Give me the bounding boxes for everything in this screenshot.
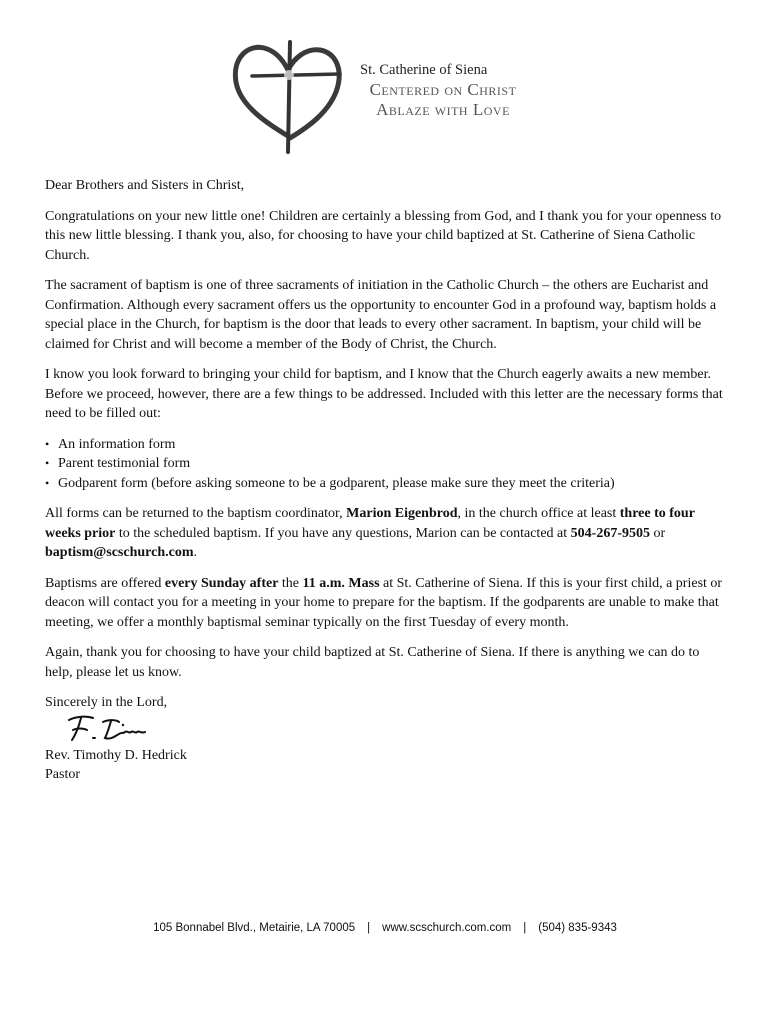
- text-run: All forms can be returned to the baptism coordinator,: [45, 506, 347, 521]
- signer-name: Rev. Timothy D. Hedrick: [45, 747, 187, 763]
- footer: [0, 922, 770, 934]
- signature-image: [63, 710, 153, 744]
- coordinator-name: Marion Eigenbrod: [346, 506, 458, 521]
- paragraph-schedule: [45, 574, 730, 633]
- mass-time: 11 a.m. Mass: [302, 575, 380, 591]
- paragraph-thanks: Again, thank you for choosing to have your child baptized at St. Catherine of Siena. If there is anything we can do to help, please let us know.: [45, 645, 700, 680]
- text-run: or: [649, 525, 666, 541]
- footer-address: 105 Bonnabel Blvd., Metairie, LA 70005: [153, 922, 356, 934]
- paragraph-return-forms: [45, 504, 730, 563]
- text-run: , in the church office at least: [457, 506, 620, 521]
- list-item: • Godparent form (before asking someone to be a godparent, please make sure they meet the criteria): [45, 474, 730, 494]
- paragraph-forms-intro: I know you look forward to bringing your child for baptism, and I know that the Church eagerly awaits a new member. Before we proceed, however, there are a few things to be addressed. Included with this letter are the necessary forms that need to be filled out:: [45, 367, 723, 421]
- org-name: St. Catherine of Siena: [360, 62, 488, 78]
- forms-list: [45, 435, 730, 494]
- text-run: at St. Catherine of Siena. If this is your first child, a priest or deacon will contact you for a meeting in your home to prepare for the baptism. If the godparents are unable to make that meeting, we offer a monthly baptismal seminar typically on the first Tuesday of every month.: [45, 575, 723, 630]
- signer-title: Pastor: [45, 767, 80, 782]
- footer-website: www.scschurch.com.com: [382, 922, 512, 934]
- coordinator-email: baptism@scschurch.com: [45, 545, 194, 560]
- schedule-day: every Sunday after: [164, 575, 279, 591]
- letterhead: [0, 40, 770, 160]
- letter-body: [45, 176, 730, 785]
- footer-separator: |: [523, 922, 527, 934]
- paragraph-sacrament: The sacrament of baptism is one of three sacraments of initiation in the Catholic Church – the others are Eucharist and Confirmation. Although every sacrament offers us the opportunity to encounter God in a profound way, baptism holds a special place in the Church, for baptism is the door that leads to every other sacrament. In baptism, your child will be claimed for Christ and will become a member of the Body of Christ, the Church.: [45, 278, 717, 352]
- text-run: Baptisms are offered: [45, 575, 165, 591]
- motto-line-1: Centered on Christ: [369, 80, 517, 99]
- salutation: Dear Brothers and Sisters in Christ,: [45, 178, 245, 193]
- coordinator-phone: 504-267-9505: [570, 525, 650, 541]
- text-run: .: [193, 545, 197, 560]
- closing: Sincerely in the Lord,: [45, 695, 168, 710]
- list-item: • An information form: [45, 435, 730, 455]
- list-item: • Parent testimonial form: [45, 454, 730, 474]
- heart-cross-icon: [228, 40, 348, 155]
- footer-separator: |: [367, 922, 371, 934]
- paragraph-congratulations: Congratulations on your new little one! Children are certainly a blessing from God, and I thank you for your openness to this new little blessing. I thank you, also, for choosing to have your child baptized at St. Catherine of Siena Catholic Church.: [45, 208, 722, 263]
- text-run: to the scheduled baptism. If you have any questions, Marion can be contacted at: [115, 525, 571, 541]
- deadline-text: three to four weeks prior: [45, 506, 695, 541]
- footer-phone: (504) 835-9343: [538, 922, 617, 934]
- closing-block: [45, 693, 730, 785]
- text-run: the: [278, 575, 303, 591]
- motto-line-2: Ablaze with Love: [376, 100, 510, 119]
